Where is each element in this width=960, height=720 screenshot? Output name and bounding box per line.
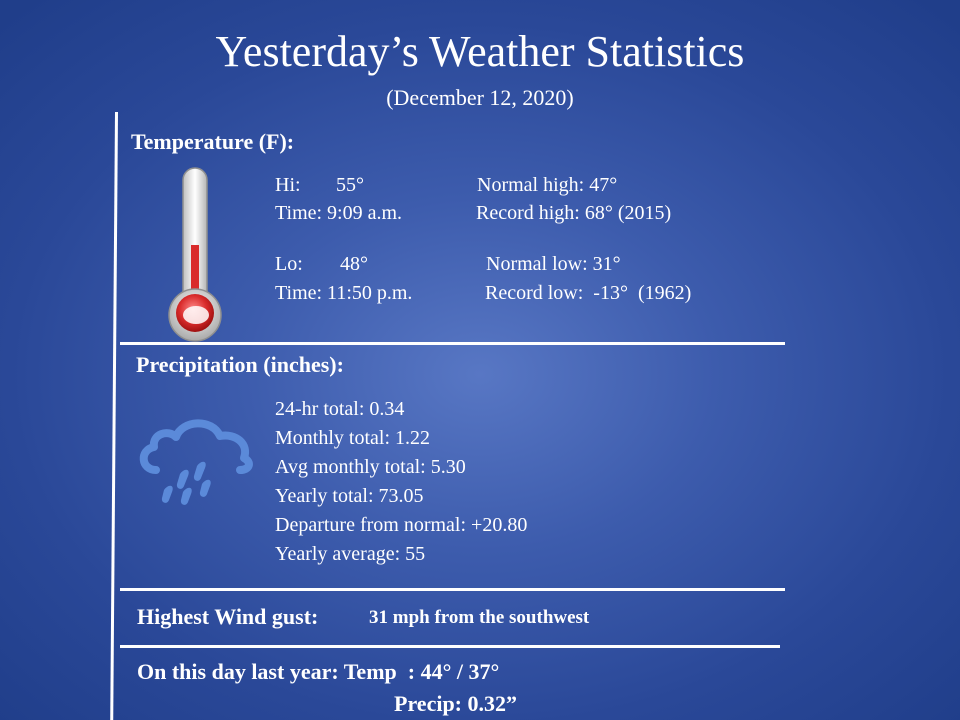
hi-value: 55° xyxy=(336,174,364,196)
precip-yearly-total: Yearly total: 73.05 xyxy=(275,485,424,507)
last-year-temp: On this day last year: Temp : 44° / 37° xyxy=(137,659,500,684)
precipitation-list xyxy=(275,395,527,569)
normal-low: Normal low: 31° xyxy=(486,253,621,275)
last-year-precip: Precip: 0.32” xyxy=(394,691,518,716)
wind-heading: Highest Wind gust: xyxy=(137,604,319,629)
vertical-divider xyxy=(110,112,118,720)
rain-cloud-icon xyxy=(134,412,254,508)
precipitation-heading: Precipitation (inches): xyxy=(136,352,344,377)
precip-yearly-average: Yearly average: 55 xyxy=(275,543,426,565)
date-subtitle: (December 12, 2020) xyxy=(386,85,574,110)
temperature-divider xyxy=(120,342,785,345)
precip-monthly-total: Monthly total: 1.22 xyxy=(275,427,430,449)
wind-divider xyxy=(120,645,780,648)
record-high: Record high: 68° (2015) xyxy=(476,202,672,224)
hi-time: Time: 9:09 a.m. xyxy=(275,202,403,224)
precip-avg-monthly-total: Avg monthly total: 5.30 xyxy=(275,456,466,478)
precip-24hr-total: 24-hr total: 0.34 xyxy=(275,398,405,420)
precipitation-divider xyxy=(120,588,785,591)
thermometer-icon xyxy=(160,165,230,343)
record-low: Record low: -13° (1962) xyxy=(485,282,692,304)
lo-value: 48° xyxy=(340,253,368,275)
precip-departure: Departure from normal: +20.80 xyxy=(275,514,528,536)
lo-label: Lo: xyxy=(275,253,303,275)
normal-high: Normal high: 47° xyxy=(477,174,618,196)
wind-value: 31 mph from the southwest xyxy=(369,607,590,628)
lo-time: Time: 11:50 p.m. xyxy=(275,282,413,304)
temperature-heading: Temperature (F): xyxy=(131,129,295,154)
page-title: Yesterday’s Weather Statistics xyxy=(215,27,745,76)
hi-label: Hi: xyxy=(275,174,301,196)
